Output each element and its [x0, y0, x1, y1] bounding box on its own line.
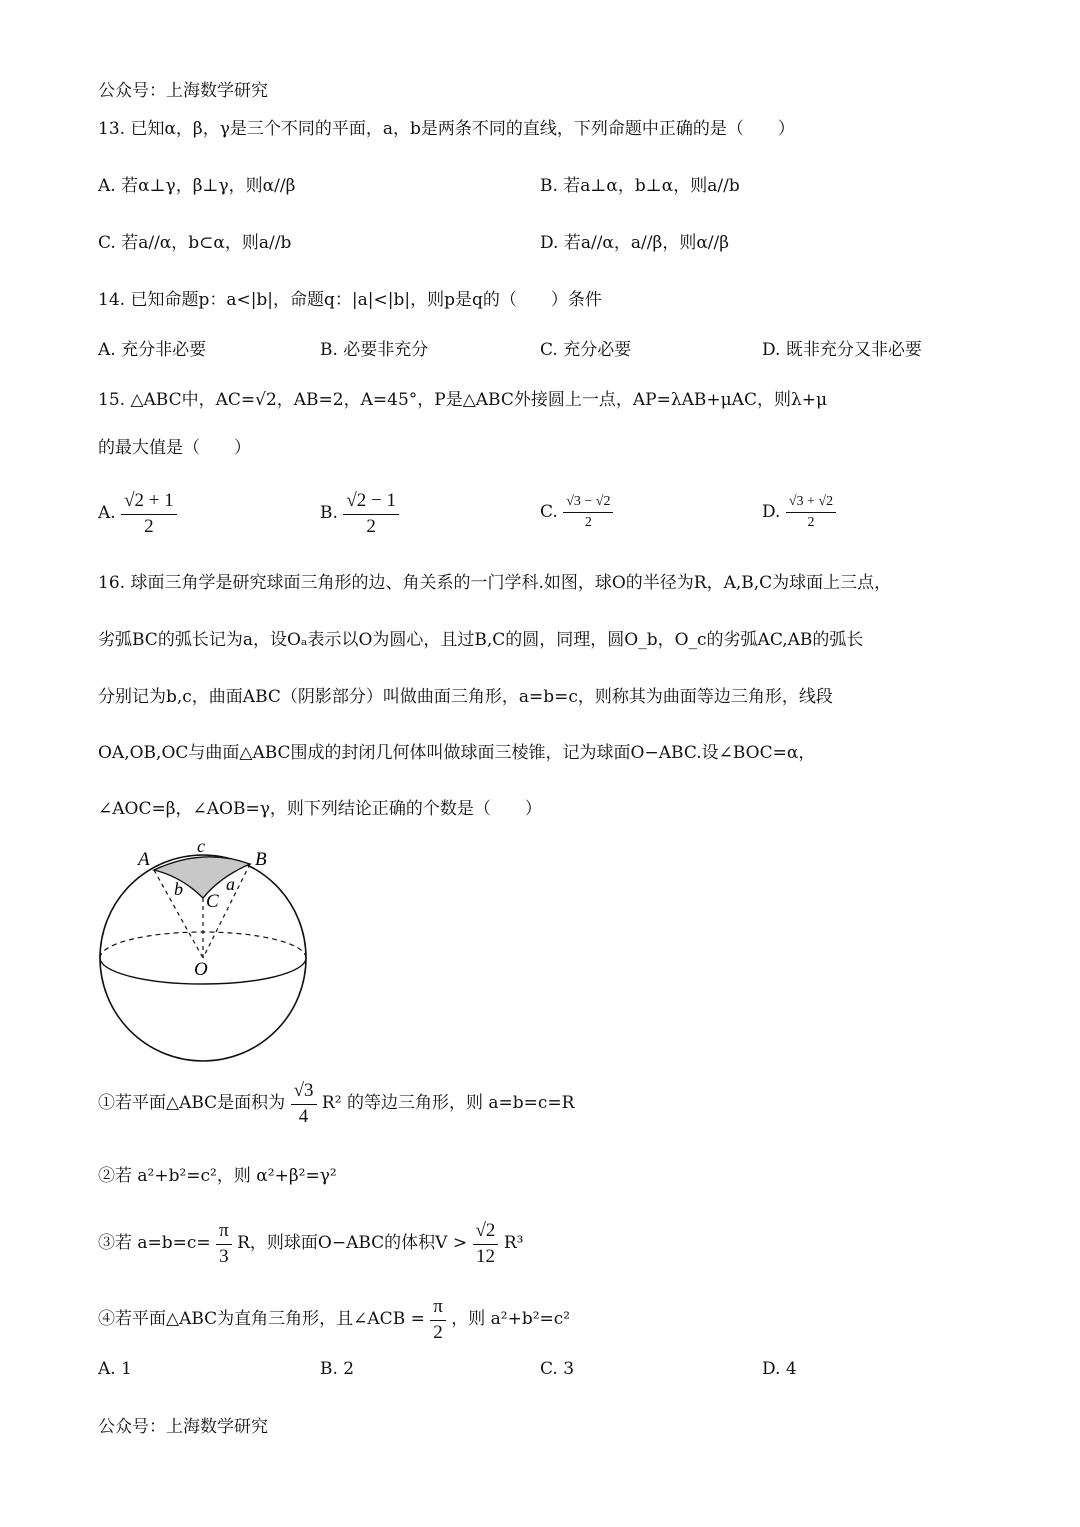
q16-line1: 16. 球面三角学是研究球面三角形的边、角关系的一门学科.如图，球O的半径为R，A,B,C为球面上三点， — [98, 573, 892, 593]
statement-3-mid: R，则球面O−ABC的体积V > — [237, 1233, 468, 1253]
q15-option-c-label: C. — [540, 502, 558, 522]
label-B: B — [255, 849, 267, 870]
q15-option-b-denominator: 2 — [366, 516, 376, 537]
statement-1-post: R² 的等边三角形，则 a=b=c=R — [321, 1093, 575, 1113]
q16-line4: OA,OB,OC与曲面△ABC围成的封闭几何体叫做球面三棱锥，记为球面O−ABC.设∠BOC=α， — [98, 743, 816, 763]
q15-option-d-label: D. — [762, 502, 781, 522]
q15-option-d-numerator: √3 + √2 — [786, 492, 836, 513]
q16-option-a: A. 1 — [98, 1359, 132, 1379]
q14-option-a: A. 充分非必要 — [98, 340, 207, 360]
statement-1 — [98, 1078, 574, 1129]
q15-option-c-numerator: √3 − √2 — [563, 492, 613, 513]
q15-option-a-fraction — [121, 488, 177, 539]
q13-option-a: A. 若α⊥γ，β⊥γ，则α//β — [98, 176, 296, 196]
label-arc-b: b — [174, 879, 183, 899]
q14-option-c: C. 充分必要 — [540, 340, 632, 360]
q16-option-b: B. 2 — [320, 1359, 355, 1379]
q16-line5: ∠AOC=β，∠AOB=γ，则下列结论正确的个数是（ ） — [98, 799, 542, 819]
q15-option-d — [762, 492, 836, 533]
curved-triangle-shaded — [154, 857, 250, 898]
statement-4 — [98, 1294, 570, 1345]
statement-3-fraction-1 — [216, 1218, 232, 1269]
q15-option-a — [98, 488, 177, 539]
label-O: O — [194, 959, 208, 980]
statement-4-pre: ④若平面△ABC为直角三角形，且∠ACB = — [98, 1309, 425, 1329]
q16-option-c: C. 3 — [540, 1359, 575, 1379]
q15-option-b-fraction — [343, 488, 399, 539]
sphere-figure — [90, 832, 320, 1062]
statement-1-pre: ①若平面△ABC是面积为 — [98, 1093, 286, 1113]
label-arc-c: c — [197, 836, 205, 856]
statement-3-numerator-2: √2 — [473, 1218, 499, 1245]
q13-option-b: B. 若a⊥α，b⊥α，则a//b — [540, 176, 740, 196]
q13-stem: 13. 已知α，β，γ是三个不同的平面，a，b是两条不同的直线，下列命题中正确的是（ ） — [98, 119, 795, 139]
statement-1-fraction — [291, 1078, 317, 1129]
statement-4-fraction — [430, 1294, 446, 1345]
statement-1-numerator: √3 — [291, 1078, 317, 1105]
q15-option-d-fraction — [786, 492, 836, 533]
statement-3 — [98, 1218, 523, 1269]
q13-option-d: D. 若a//α，a//β，则α//β — [540, 233, 730, 253]
q14-option-d: D. 既非充分又非必要 — [762, 340, 922, 360]
q16-line2: 劣弧BC的弧长记为a，设Oₐ表示以O为圆心，且过B,C的圆，同理，圆O_b，O_c的劣弧AC,AB的弧长 — [98, 630, 864, 650]
statement-4-post: ，则 a²+b²=c² — [451, 1309, 571, 1329]
q15-option-a-numerator: √2 + 1 — [121, 488, 177, 515]
q15-option-b — [320, 488, 399, 539]
label-A: A — [138, 849, 150, 870]
statement-3-post: R³ — [503, 1233, 524, 1253]
statement-3-denominator-1: 3 — [219, 1246, 229, 1267]
q15-option-b-label: B. — [320, 503, 338, 523]
statement-4-denominator: 2 — [433, 1322, 443, 1343]
statement-4-numerator: π — [430, 1294, 446, 1321]
q15-option-d-denominator: 2 — [807, 515, 815, 530]
q14-stem: 14. 已知命题p：a<|b|，命题q：|a|<|b|，则p是q的（ ）条件 — [98, 290, 602, 310]
q13-option-c: C. 若a//α，b⊂α，则a//b — [98, 233, 292, 253]
statement-3-pre: ③若 a=b=c= — [98, 1233, 211, 1253]
footer-text: 公众号：上海数学研究 — [98, 1417, 268, 1437]
label-arc-a: a — [226, 874, 235, 894]
statement-3-fraction-2 — [473, 1218, 499, 1269]
q16-line3: 分别记为b,c，曲面ABC（阴影部分）叫做曲面三角形，a=b=c，则称其为曲面等边三角形，线段 — [98, 687, 833, 707]
q15-option-a-denominator: 2 — [144, 516, 154, 537]
statement-3-numerator-1: π — [216, 1218, 232, 1245]
statement-3-denominator-2: 12 — [475, 1246, 495, 1267]
q15-option-c-denominator: 2 — [584, 515, 592, 530]
statement-1-denominator: 4 — [298, 1106, 309, 1127]
q15-stem-line2: 的最大值是（ ） — [98, 438, 251, 458]
q15-stem-line1: 15. △ABC中，AC=√2，AB=2，A=45°，P是△ABC外接圆上一点，AP=λAB+μAC，则λ+μ — [98, 390, 828, 410]
q16-option-d: D. 4 — [762, 1359, 797, 1379]
q15-option-b-numerator: √2 − 1 — [343, 488, 399, 515]
q15-option-c-fraction — [563, 492, 613, 533]
label-C: C — [206, 891, 219, 912]
statement-2: ②若 a²+b²=c²，则 α²+β²=γ² — [98, 1166, 337, 1186]
q15-option-c — [540, 492, 613, 533]
header-text: 公众号：上海数学研究 — [98, 81, 268, 101]
q14-option-b: B. 必要非充分 — [320, 340, 429, 360]
q15-option-a-label: A. — [98, 503, 116, 523]
